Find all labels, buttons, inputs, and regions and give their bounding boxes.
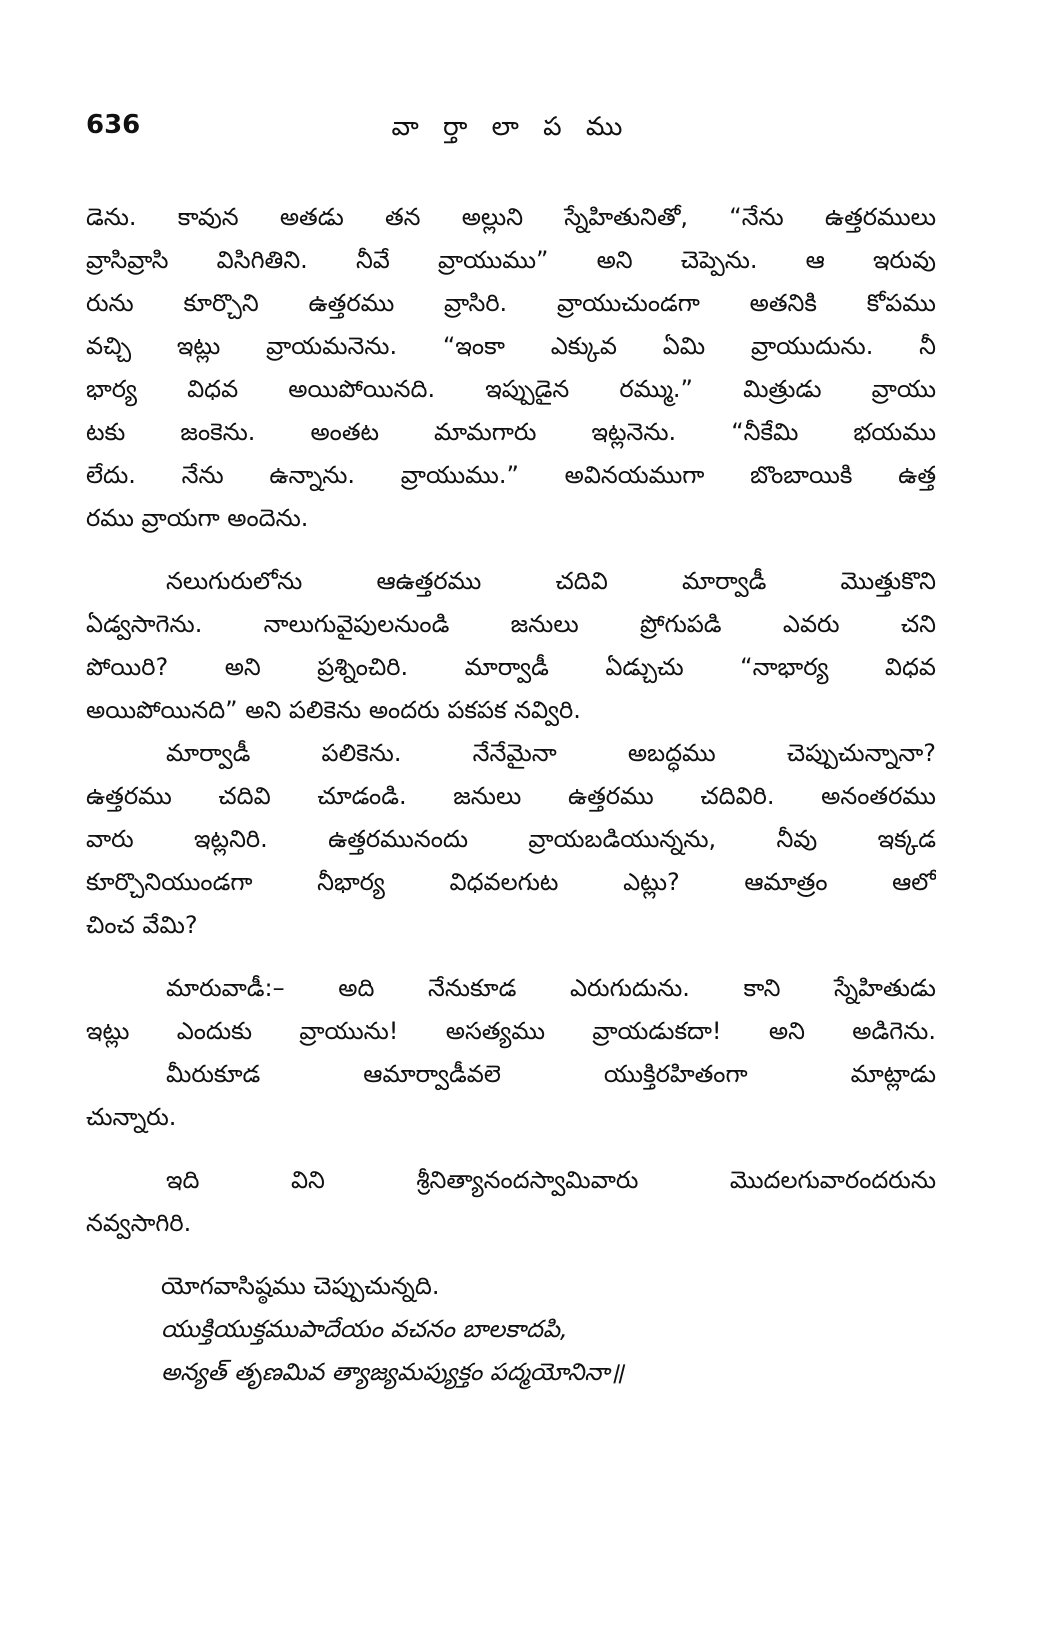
text-line: వచ్చి ఇట్లు వ్రాయమనెను. “ఇంకా ఎక్కువ ఏమి వ్రాయుదును. నీ xyxy=(86,332,936,360)
text-line: ఉత్తరము చదివి చూడండి. జనులు ఉత్తరము చదివిరి. అనంతరము xyxy=(86,782,936,810)
text-line: డెను. కావున అతడు తన అల్లుని స్నేహితునితో, “నేను ఉత్తరములు xyxy=(86,203,936,231)
text-line: ఇట్లు ఎందుకు వ్రాయును! అసత్యము వ్రాయడుకదా! అని అడిగెను. xyxy=(86,1017,936,1045)
text-line: లేదు. నేను ఉన్నాను. వ్రాయుము.” అవినయముగా బొంబాయికి ఉత్త xyxy=(86,461,936,489)
verse-line: యుక్తియుక్తముపాదేయం వచనం బాలకాదపి, xyxy=(161,1315,568,1343)
verse-intro: యోగవాసిష్ఠము చెప్పుచున్నది. xyxy=(161,1272,440,1300)
page-header xyxy=(86,110,936,150)
text-line: మీరుకూడ ఆమార్వాడీవలె యుక్తిరహితంగా మాట్లాడు xyxy=(166,1060,936,1088)
text-line: టకు జంకెను. అంతట మామగారు ఇట్లనెను. “నీకేమి భయము xyxy=(86,418,936,446)
text-line: పోయిరి? అని ప్రశ్నించిరి. మార్వాడీ ఏడ్చుచు “నాభార్య విధవ xyxy=(86,653,936,681)
text-line: నలుగురులోను ఆఉత్తరము చదివి మార్వాడీ మొత్తుకొని xyxy=(166,567,936,595)
text-line: వారు ఇట్లనిరి. ఉత్తరమునందు వ్రాయబడియున్నను, నీవు ఇక్కడ xyxy=(86,825,936,853)
text-line: రును కూర్చొని ఉత్తరము వ్రాసిరి. వ్రాయుచుండగా అతనికి కోపము xyxy=(86,289,936,317)
text-line: భార్య విధవ అయిపోయినది. ఇప్పుడైన రమ్ము.” మిత్రుడు వ్రాయు xyxy=(86,375,936,403)
text-line: ఏడ్వసాగెను. నాలుగువైపులనుండి జనులు ప్రోగుపడి ఎవరు చని xyxy=(86,610,936,638)
running-title: వా ర్తా లా ప ము xyxy=(391,112,631,142)
text-line: చున్నారు. xyxy=(86,1103,177,1131)
text-line: రము వ్రాయగా అందెను. xyxy=(86,504,309,532)
text-line: ఇది విని శ్రీనిత్యానందస్వామివారు మొదలగువారందరును xyxy=(166,1166,936,1194)
text-line: వ్రాసివ్రాసి విసిగితిని. నీవే వ్రాయుము” అని చెప్పెను. ఆ ఇరువు xyxy=(86,246,936,274)
text-line: కూర్చొనియుండగా నీభార్య విధవలగుట ఎట్లు? ఆమాత్రం ఆలో xyxy=(86,868,936,896)
text-line: అయిపోయినది” అని పలికెను అందరు పకపక నవ్విరి. xyxy=(86,696,581,724)
body-text xyxy=(86,196,936,1394)
text-line: చించ వేమి? xyxy=(86,911,198,939)
text-line: మార్వాడీ పలికెను. నేనేమైనా అబద్ధము చెప్పుచున్నానా? xyxy=(166,739,936,767)
page-number: 636 xyxy=(86,110,141,140)
text-line: నవ్వసాగిరి. xyxy=(86,1209,192,1237)
verse-line: అన్యత్ తృణమివ త్యాజ్యమప్యుక్తం పద్మయోనినా॥ xyxy=(161,1358,624,1386)
text-line: మారువాడీ:– అది నేనుకూడ ఎరుగుదును. కాని స్నేహితుడు xyxy=(166,974,936,1002)
